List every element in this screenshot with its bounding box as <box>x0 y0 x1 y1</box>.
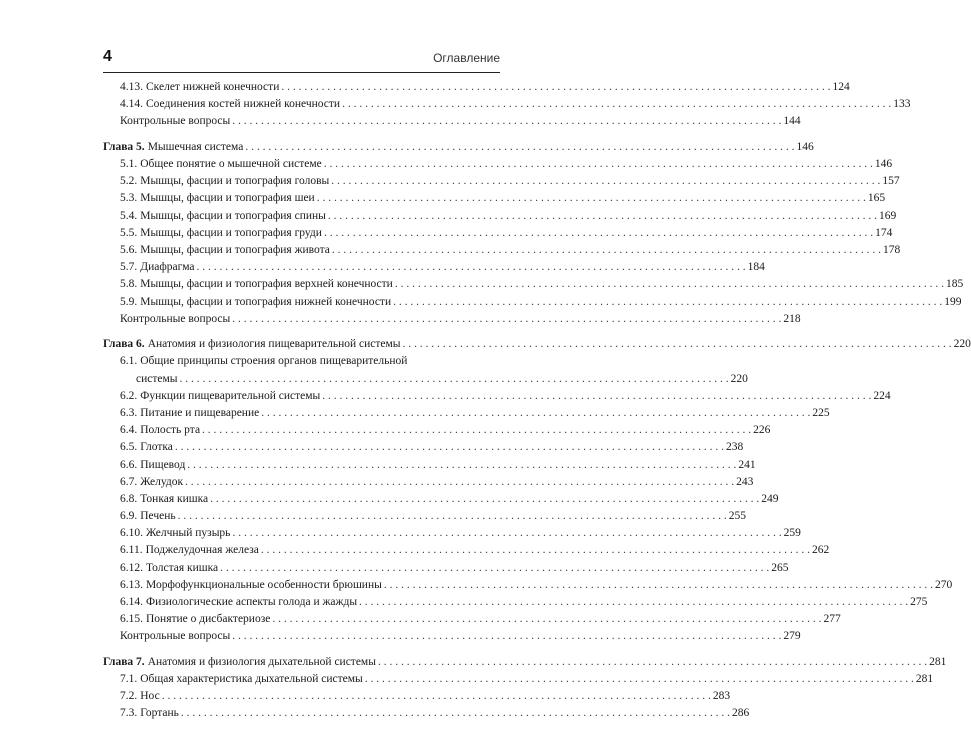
toc-section-entry <box>103 542 830 559</box>
toc-entry-number: 6.2. <box>120 389 138 402</box>
toc-entry-title: Функции пищеварительной системы <box>140 389 321 402</box>
toc-entry-title: Мышцы, фасции и топография нижней конечности <box>140 295 392 308</box>
toc-entry-title: Анатомия и физиология дыхательной системы <box>147 655 376 668</box>
toc-entry-number: 7.3. <box>120 707 138 720</box>
toc-entry-page: 185 <box>945 278 964 291</box>
toc-entry-title: Тонкая кишка <box>140 492 209 505</box>
toc-entry-title: Общая характеристика дыхательной системы <box>140 673 363 686</box>
toc-entry-title: Желчный пузырь <box>146 527 231 540</box>
toc-leader-dots <box>232 525 781 542</box>
toc-section-entry <box>103 208 897 225</box>
toc-section-entry <box>103 577 953 594</box>
toc-entry-number: Глава 6. <box>103 338 145 351</box>
toc-section-entry <box>103 491 779 508</box>
toc-entry-page: 265 <box>771 561 789 574</box>
toc-entry-number: 6.3. <box>120 406 138 419</box>
toc-leader-dots <box>162 688 711 705</box>
toc-entry-number: 5.2. <box>120 175 138 188</box>
toc-section-entry <box>103 671 934 688</box>
toc-section-entry <box>103 508 747 525</box>
toc-entry-page: 169 <box>879 209 897 222</box>
toc-entry-title: Гортань <box>140 707 179 720</box>
toc-entry-title: Мышечная система <box>147 140 244 153</box>
toc-entry-title: Глотка <box>140 441 173 454</box>
toc-leader-dots <box>331 173 880 190</box>
toc-entry-page: 259 <box>783 527 801 540</box>
toc-entry-title: Анатомия и физиология пищеварительной системы <box>147 338 401 351</box>
toc-entry-title: Общие принципы строения органов пищеварительной <box>140 355 408 368</box>
toc-entry-page: 255 <box>728 510 747 523</box>
toc-entry-page: 286 <box>732 707 750 720</box>
toc-entry-title: Физиологические аспекты голода и жажды <box>146 596 358 609</box>
toc-entry-page: 224 <box>873 389 891 402</box>
toc-entry-page: 226 <box>753 424 771 437</box>
toc-leader-dots <box>232 311 781 328</box>
toc-leader-dots <box>378 654 927 671</box>
toc-entry-title: Диафрагма <box>140 261 195 274</box>
toc-entry-title: Пищевод <box>140 458 186 471</box>
toc-section-entry <box>103 156 893 173</box>
toc-entry-page: 157 <box>882 175 900 188</box>
toc-chapter-entry <box>103 654 947 671</box>
toc-entry-number: 5.5. <box>120 226 138 239</box>
toc-section-entry <box>103 560 789 577</box>
toc-leader-dots <box>393 294 942 311</box>
toc-entry-page: 279 <box>783 630 801 643</box>
page-number: 4 <box>103 48 112 65</box>
toc-entry-page: 165 <box>867 192 886 205</box>
toc-entry-number: 5.9. <box>120 295 138 308</box>
toc-leader-dots <box>384 577 933 594</box>
toc-entry-title: Нос <box>140 690 160 703</box>
toc-section-entry <box>103 422 771 439</box>
toc-leader-dots <box>322 388 871 405</box>
toc-leader-dots <box>403 336 952 353</box>
toc-entry-page: 178 <box>883 243 901 256</box>
toc-entry-page: 281 <box>915 673 934 686</box>
toc-entry-title: Скелет нижней конечности <box>146 81 280 93</box>
toc-leader-dots <box>324 156 873 173</box>
toc-entry-page: 225 <box>812 406 830 419</box>
toc-entry-number: 6.10. <box>120 527 143 540</box>
toc-entry-title: Мышцы, фасции и топография шеи <box>140 192 315 205</box>
toc-entry-page: 283 <box>712 690 731 703</box>
toc-chapter-entry <box>103 336 971 353</box>
toc-entry-title-continued: системы <box>136 372 178 385</box>
toc-section-entry <box>103 439 744 456</box>
toc-entry-number: 6.5. <box>120 441 138 454</box>
toc-section-entry <box>103 405 830 422</box>
toc-entry-number: 4.14. <box>120 98 143 111</box>
running-head: Оглавление <box>433 51 500 65</box>
toc-entry-number: 5.7. <box>120 261 138 274</box>
toc-entry-number: 6.12. <box>120 561 143 574</box>
toc-leader-dots <box>175 439 724 456</box>
toc-leader-dots <box>232 113 781 130</box>
toc-section-entry <box>103 79 850 96</box>
toc-section-entry <box>103 457 756 474</box>
toc-section-entry <box>103 276 964 293</box>
toc-leader-dots <box>317 190 866 207</box>
toc-entry-page: 277 <box>823 613 841 626</box>
toc-entry-page: 184 <box>747 261 765 274</box>
toc-entry-number: Глава 5. <box>103 140 145 153</box>
toc-entry-number: 7.2. <box>120 690 138 703</box>
toc-entry-title: Мышцы, фасции и топография верхней конечности <box>140 278 393 291</box>
toc-entry-page: 220 <box>730 372 748 385</box>
toc-entry-page: 124 <box>832 81 850 93</box>
toc-section-entry <box>103 242 901 259</box>
toc-entry-page: 199 <box>944 295 962 308</box>
toc-section-entry <box>103 594 928 611</box>
toc-entry-page: 262 <box>811 544 830 557</box>
toc-entry-page: 144 <box>783 115 801 128</box>
toc-entry-number: 6.4. <box>120 424 138 437</box>
toc-leader-dots <box>197 259 746 276</box>
toc-leader-dots <box>178 508 727 525</box>
toc-entry-number: 6.8. <box>120 492 138 505</box>
toc-entry-title: Морфофункциональные особенности брюшины <box>146 578 382 591</box>
toc-leader-dots <box>220 560 769 577</box>
toc-entry-number: 5.1. <box>120 158 138 171</box>
toc-section-entry <box>103 311 801 328</box>
toc-section-entry <box>103 353 748 387</box>
toc-leader-dots <box>365 671 914 688</box>
toc-entry-page: 218 <box>783 312 801 325</box>
toc-leader-dots <box>272 611 821 628</box>
toc-section-entry <box>103 611 841 628</box>
toc-section-entry <box>103 628 801 645</box>
toc-section-entry <box>103 474 754 491</box>
toc-section-entry <box>103 294 962 311</box>
toc-leader-dots <box>187 457 736 474</box>
toc-entry-number: 4.13. <box>120 81 143 93</box>
toc-entry-page: 249 <box>761 492 779 505</box>
toc-leader-dots <box>185 474 734 491</box>
toc-entry-number: Глава 7. <box>103 655 145 668</box>
toc-leader-dots <box>261 405 810 422</box>
toc-entry-page: 146 <box>796 140 814 153</box>
toc-leader-dots <box>180 371 729 388</box>
toc-leader-dots <box>328 208 877 225</box>
toc-entry-title: Питание и пищеварение <box>140 406 260 419</box>
toc-entry-title: Мышцы, фасции и топография спины <box>140 209 326 222</box>
table-of-contents <box>103 79 971 723</box>
toc-entry-number: 5.6. <box>120 243 138 256</box>
toc-entry-title: Мышцы, фасции и топография груди <box>140 226 322 239</box>
toc-entry-title: Полость рта <box>140 424 201 437</box>
toc-section-entry <box>103 113 801 130</box>
toc-entry-title: Поджелудочная железа <box>145 544 259 557</box>
toc-section-entry <box>103 173 900 190</box>
toc-leader-dots <box>232 628 781 645</box>
toc-entry-title: Толстая кишка <box>146 561 219 574</box>
toc-entry-title: Печень <box>140 510 176 523</box>
toc-leader-dots <box>245 139 794 156</box>
toc-entry-title: Мышцы, фасции и топография живота <box>140 243 330 256</box>
toc-leader-dots <box>181 705 730 722</box>
toc-section-entry <box>103 388 891 405</box>
toc-section-entry <box>103 225 893 242</box>
toc-section-entry <box>103 688 731 705</box>
toc-entry-page: 238 <box>726 441 744 454</box>
toc-entry-page: 146 <box>874 158 893 171</box>
toc-leader-dots <box>395 276 944 293</box>
toc-section-entry <box>103 190 886 207</box>
toc-entry-number: 6.1. <box>120 355 138 368</box>
toc-section-entry <box>103 259 765 276</box>
toc-leader-dots <box>210 491 759 508</box>
toc-entry-title: Контрольные вопросы <box>120 630 231 643</box>
toc-entry-number: 5.8. <box>120 278 138 291</box>
toc-entry-title: Понятие о дисбактериозе <box>146 613 271 626</box>
toc-leader-dots <box>359 594 908 611</box>
toc-entry-number: 7.1. <box>120 673 138 686</box>
toc-entry-number: 6.11. <box>120 544 143 557</box>
toc-entry-title: Мышцы, фасции и топография головы <box>140 175 330 188</box>
toc-entry-title: Соединения костей нижней конечности <box>146 98 341 111</box>
toc-entry-number: 6.15. <box>120 613 143 626</box>
toc-leader-dots <box>261 542 810 559</box>
toc-chapter-entry <box>103 139 814 156</box>
toc-entry-number: 6.14. <box>120 596 143 609</box>
toc-leader-dots <box>281 79 830 96</box>
toc-entry-title: Контрольные вопросы <box>120 115 231 128</box>
toc-entry-number: 5.4. <box>120 209 138 222</box>
toc-section-entry <box>103 96 911 113</box>
page-header <box>103 44 500 73</box>
toc-section-entry <box>103 525 801 542</box>
toc-entry-page: 220 <box>953 338 971 351</box>
toc-entry-page: 243 <box>736 475 754 488</box>
toc-entry-title: Желудок <box>140 475 184 488</box>
toc-entry-page: 270 <box>934 578 953 591</box>
toc-entry-number: 6.13. <box>120 578 143 591</box>
toc-leader-dots <box>332 242 881 259</box>
toc-leader-dots <box>324 225 873 242</box>
toc-leader-dots <box>202 422 751 439</box>
toc-entry-page: 241 <box>738 458 756 471</box>
toc-entry-number: 6.9. <box>120 510 138 523</box>
toc-entry-number: 6.7. <box>120 475 138 488</box>
toc-entry-page: 275 <box>910 596 928 609</box>
toc-leader-dots <box>342 96 891 113</box>
toc-entry-number: 5.3. <box>120 192 138 205</box>
toc-entry-page: 281 <box>929 655 947 668</box>
toc-entry-page: 174 <box>875 226 893 239</box>
toc-entry-title: Общее понятие о мышечной системе <box>140 158 322 171</box>
toc-entry-page: 133 <box>893 98 911 111</box>
toc-section-entry <box>103 705 750 722</box>
toc-entry-title: Контрольные вопросы <box>120 312 231 325</box>
toc-entry-number: 6.6. <box>120 458 138 471</box>
